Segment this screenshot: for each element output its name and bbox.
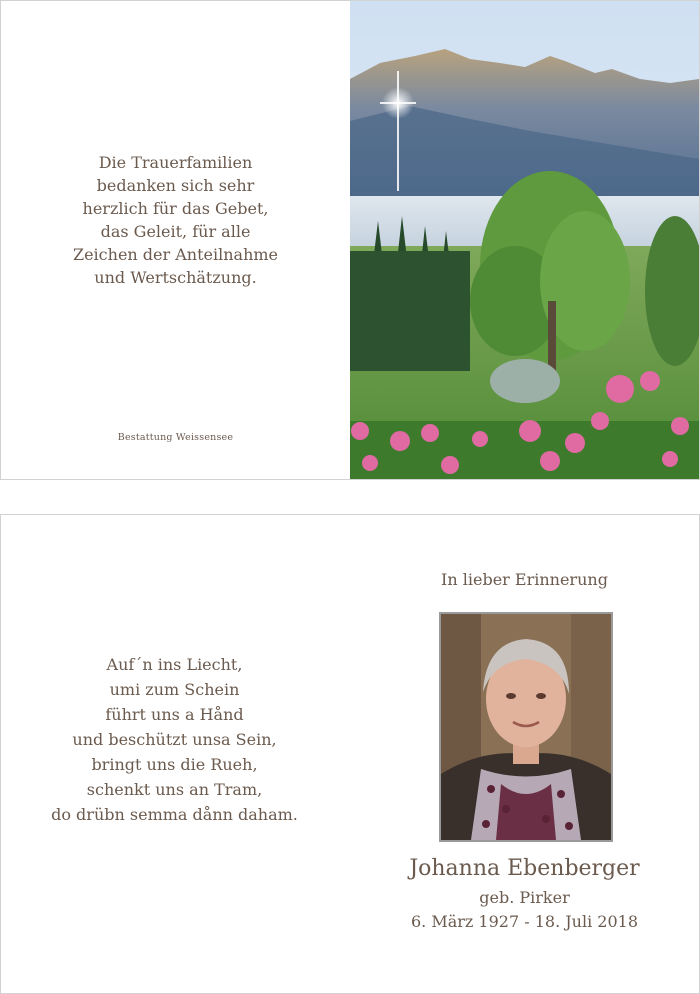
- memorial-poem: [0, 652, 349, 827]
- life-dates: 6. März 1927 - 18. Juli 2018: [410, 912, 639, 931]
- thank-you-text: [1, 151, 350, 289]
- poem-line: schenkt uns an Tram,: [86, 780, 263, 799]
- thank-you-card: [0, 0, 700, 480]
- poem-line: do drübn semma dånn daham.: [51, 805, 298, 824]
- poem-line: umi zum Schein: [109, 680, 240, 699]
- memory-heading: In lieber Erinnerung: [441, 570, 608, 589]
- birth-name: geb. Pirker: [479, 888, 570, 907]
- poem-line: und beschützt unsa Sein,: [72, 730, 277, 749]
- undertaker-name: Bestattung Weissensee: [117, 432, 234, 443]
- poem-line: bringt uns die Rueh,: [91, 755, 258, 774]
- poem-line: Auf´n ins Liecht,: [106, 655, 243, 674]
- poem-line: führt uns a Hånd: [105, 705, 244, 724]
- thank-you-line: das Geleit, für alle: [100, 222, 251, 241]
- thank-you-line: bedanken sich sehr: [96, 176, 255, 195]
- thank-you-line: Zeichen der Anteilnahme: [72, 245, 279, 264]
- landscape-photo: [350, 1, 699, 479]
- deceased-name: Johanna Ebenberger: [409, 856, 640, 881]
- thank-you-line: und Wertschätzung.: [94, 268, 257, 287]
- portrait-photo: [439, 612, 613, 842]
- thank-you-line: herzlich für das Gebet,: [82, 199, 269, 218]
- thank-you-panel: [1, 1, 350, 479]
- thank-you-line: Die Trauerfamilien: [98, 153, 253, 172]
